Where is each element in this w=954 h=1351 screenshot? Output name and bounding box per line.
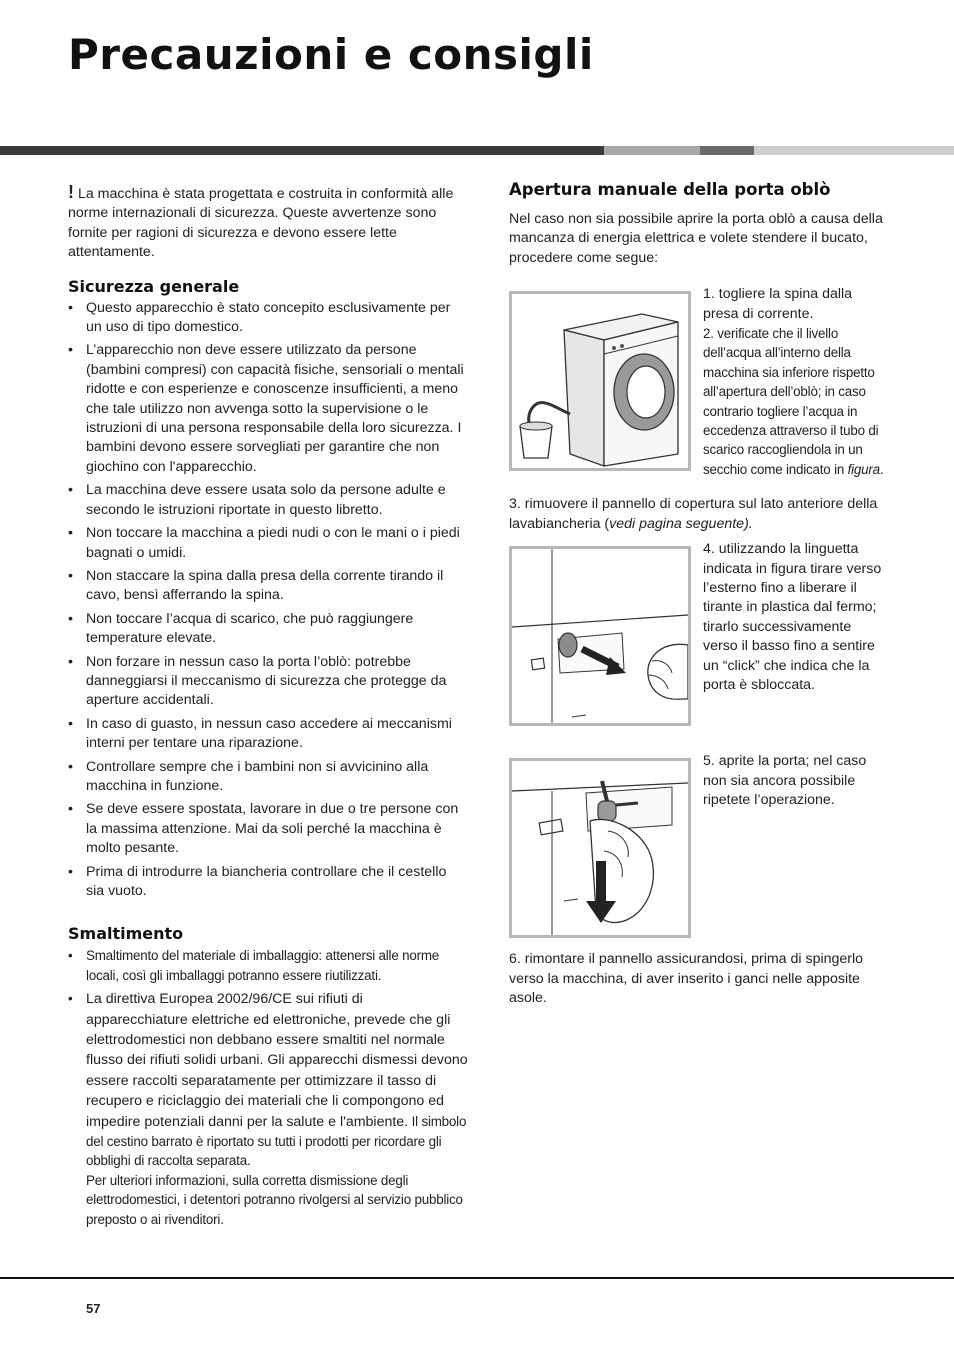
list-item: • Questo apparecchio è stato concepito esclusivamente per un uso di tipo domestico.: [68, 299, 468, 338]
manual-door-heading: Apertura manuale della porta oblò: [509, 180, 831, 199]
disposal-list: [68, 946, 468, 1229]
further-info-text: Per ulteriori informazioni, sulla corretta dismissione degli elettrodomestici, i detentori potranno rivolgersi al servizio pubblico preposto o ai rivenditori.: [86, 1172, 463, 1227]
step-6: 6. rimontare il pannello assicurandosi, prima di spingerlo verso la macchina, di aver inserito i ganci nelle apposite asole.: [509, 951, 864, 1006]
step-4-text: [703, 540, 887, 695]
footer-rule: [0, 1277, 954, 1279]
list-item: • Non toccare la macchina a piedi nudi o con le mani o i piedi bagnati o umidi.: [68, 524, 468, 563]
step-1: 1. togliere la spina dalla presa di corrente.: [703, 286, 853, 322]
manual-door-intro: Nel caso non sia possibile aprire la porta oblò a causa della mancanza di energia elettrica e volete stendere il bucato, procedere come segue:: [509, 211, 883, 266]
list-item: • L’apparecchio non deve essere utilizzato da persone (bambini compresi) con capacità fisiche, sensoriali o mentali ridotte e con esperienze e conoscenze insufficienti, a meno che tale utilizzo non avvenga sotto la supervisione o le istruzioni di una persona responsabile della loro sicurezza. I bambini devono essere sorvegliati per garantire che non giochino con l'apparecchio.: [68, 341, 468, 477]
intro-text: La macchina è stata progettata e costruita in conformità alle norme internazionali di sicurezza. Queste avvertenze sono fornite per ragioni di sicurezza e devono essere lette attentamente.: [68, 186, 454, 261]
left-column: [68, 183, 468, 1233]
step-5-text: [703, 752, 887, 810]
list-item: • Prima di introdurre la biancheria controllare che il cestello sia vuoto.: [68, 863, 468, 902]
directive-text: La direttiva Europea 2002/96/CE sui rifiuti di apparecchiature elettriche ed elettroniche, prevede che gli elettrodomestici non debbano essere smaltiti nel normale flusso dei rifiuti solidi urbani. Gli apparecchi dismessi devono essere raccolti separatamente per ottimizzare il tasso di recupero e riciclaggio dei materiali che li compongono ed impedire potenziali danni per la salute e l'ambiente.: [86, 991, 468, 1130]
header-band-mid: [700, 146, 754, 155]
page-title: Precauzioni e consigli: [68, 30, 594, 79]
right-column: [509, 180, 887, 1008]
list-item: • Controllare sempre che i bambini non si avvicinino alla macchina in funzione.: [68, 758, 468, 797]
list-item: • La macchina deve essere usata solo da persone adulte e secondo le istruzioni riportate in questo libretto.: [68, 481, 468, 520]
step-4: 4. utilizzando la linguetta indicata in figura tirare verso l’esterno fino a liberare il tirante in plastica dal fermo; tirarlo successivamente verso il basso fino a sentire un “click” che indica che la porta è sbloccata.: [703, 541, 882, 693]
list-item: • Non staccare la spina dalla presa della corrente tirando il cavo, bensì afferrando la spina.: [68, 567, 468, 606]
intro-paragraph: [68, 183, 468, 263]
list-item: • Non toccare l’acqua di scarico, che può raggiungere temperature elevate.: [68, 610, 468, 649]
header-band-light: [604, 146, 700, 155]
washer-drain-illustration: [509, 291, 691, 471]
list-item: • Se deve essere spostata, lavorare in due o tre persone con la massima attenzione. Mai da soli perché la macchina è molto pesante.: [68, 800, 468, 858]
step-2: 2. verificate che il livello dell’acqua all’interno della macchina sia inferiore rispetto all’apertura dell’oblò; in caso contrario togliere l’acqua in eccedenza attraverso il tubo di scarico raccogliendola in un secchio come indicato in figura.: [703, 326, 884, 477]
step-4-row: [509, 541, 887, 726]
list-item: • Smaltimento del materiale di imballaggio: attenersi alle norme locali, così gli imballaggi potranno essere riutilizzati.: [68, 946, 468, 985]
header-band-dark: [0, 146, 604, 155]
warning-mark: !: [68, 182, 74, 202]
step-1-2-text: [703, 285, 887, 479]
list-item: [68, 989, 468, 1229]
step-3: 3. rimuovere il pannello di copertura sul lato anteriore della lavabiancheria (vedi pagina seguente).: [509, 496, 878, 532]
list-item: • In caso di guasto, in nessun caso accedere ai meccanismi interni per tentare una riparazione.: [68, 715, 468, 754]
page-number: 57: [86, 1301, 101, 1316]
safety-list: [68, 299, 468, 902]
tab-pull-illustration: [509, 546, 691, 726]
step-1-2-row: [509, 286, 887, 479]
step-5: 5. aprite la porta; nel caso non sia ancora possibile ripetete l’operazione.: [703, 753, 867, 808]
header-band-pale: [754, 146, 954, 155]
safety-heading: Sicurezza generale: [68, 276, 240, 296]
step-5-row: [509, 753, 887, 938]
list-item: • Non forzare in nessun caso la porta l’oblò: potrebbe danneggiarsi il meccanismo di sicurezza che protegge da aperture accidentali.: [68, 653, 468, 711]
disposal-heading: Smaltimento: [68, 924, 184, 944]
bin-symbol-text: Il simbolo del cestino barrato è riportato su tutti i prodotti per ricordare gli obblighi di raccolta separata.: [86, 1113, 467, 1169]
pull-down-illustration: [509, 758, 691, 938]
